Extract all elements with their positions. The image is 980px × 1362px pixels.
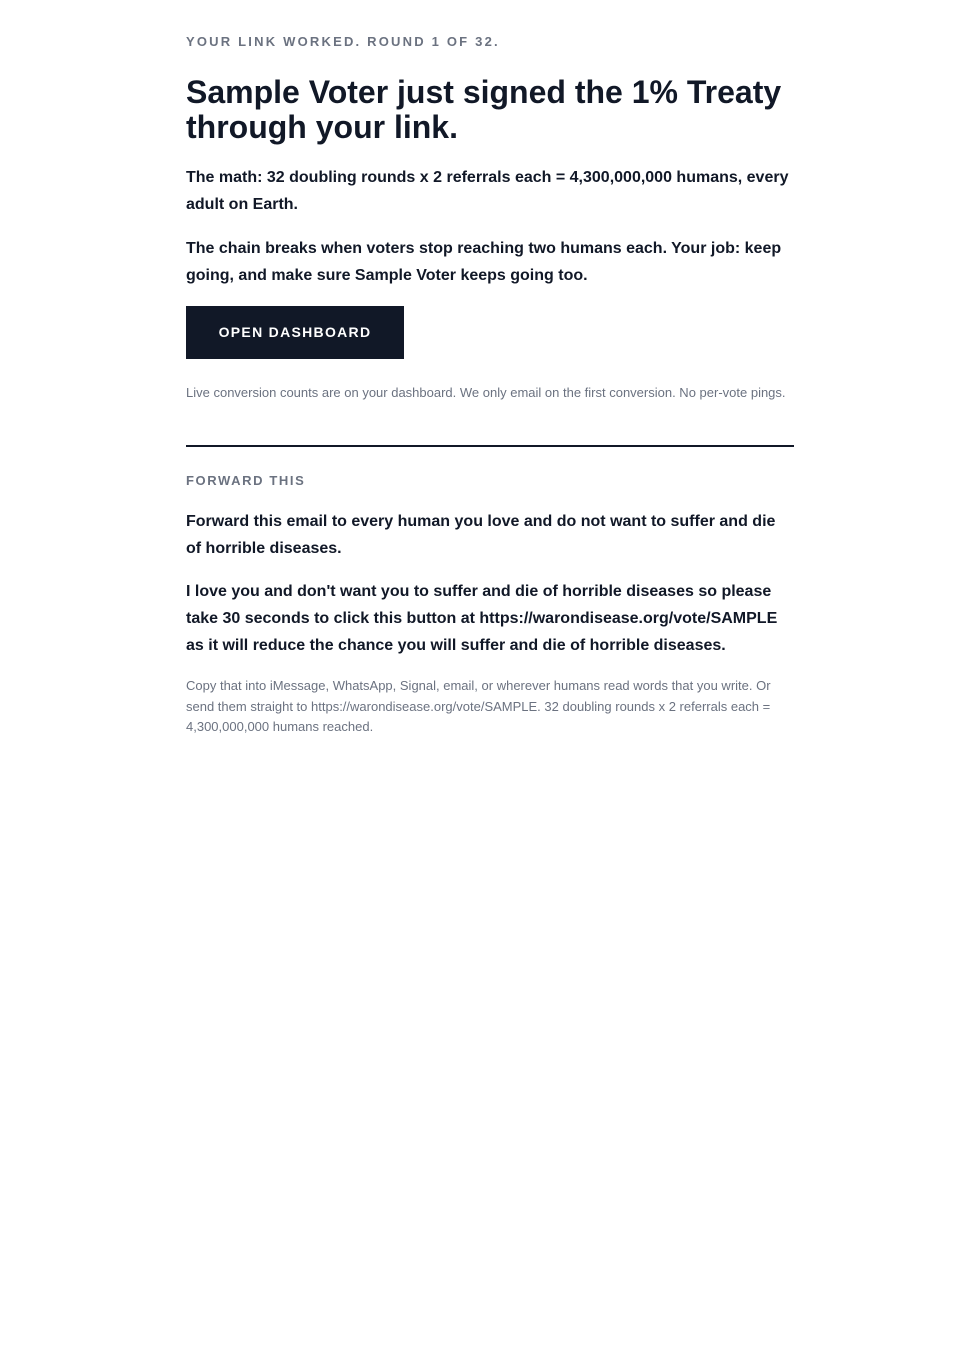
- math-paragraph: The math: 32 doubling rounds x 2 referrals each = 4,300,000,000 humans, every adult on Earth.: [186, 169, 789, 213]
- chain-paragraph: The chain breaks when voters stop reaching two humans each. Your job: keep going, and make sure Sample Voter keeps going too.: [186, 240, 782, 284]
- round-eyebrow: YOUR LINK WORKED. ROUND 1 OF 32.: [186, 34, 500, 49]
- forward-intro: Forward this email to every human you love and do not want to suffer and die of horrible diseases.: [186, 513, 776, 557]
- forward-section-label: FORWARD THIS: [186, 473, 306, 488]
- forward-message: I love you and don't want you to suffer and die of horrible diseases so please take 30 seconds to click this button at https://warondisease.org/vote/SAMPLE as it will reduce the chance you will suffer and die of horrible diseases.: [186, 583, 778, 654]
- email-headline: Sample Voter just signed the 1% Treaty through your link.: [186, 74, 782, 145]
- dashboard-note: Live conversion counts are on your dashboard. We only email on the first conversion. No per-vote pings.: [186, 385, 786, 400]
- email-body: [186, 0, 794, 738]
- section-divider: [186, 445, 794, 447]
- open-dashboard-button[interactable]: OPEN DASHBOARD: [186, 306, 404, 359]
- forward-footnote: Copy that into iMessage, WhatsApp, Signal, email, or wherever humans read words that you write. Or send them straight to https://warondisease.org/vote/SAMPLE. 32 doubling rounds x 2 referrals each = 4,300,000,000 humans reached.: [186, 678, 771, 734]
